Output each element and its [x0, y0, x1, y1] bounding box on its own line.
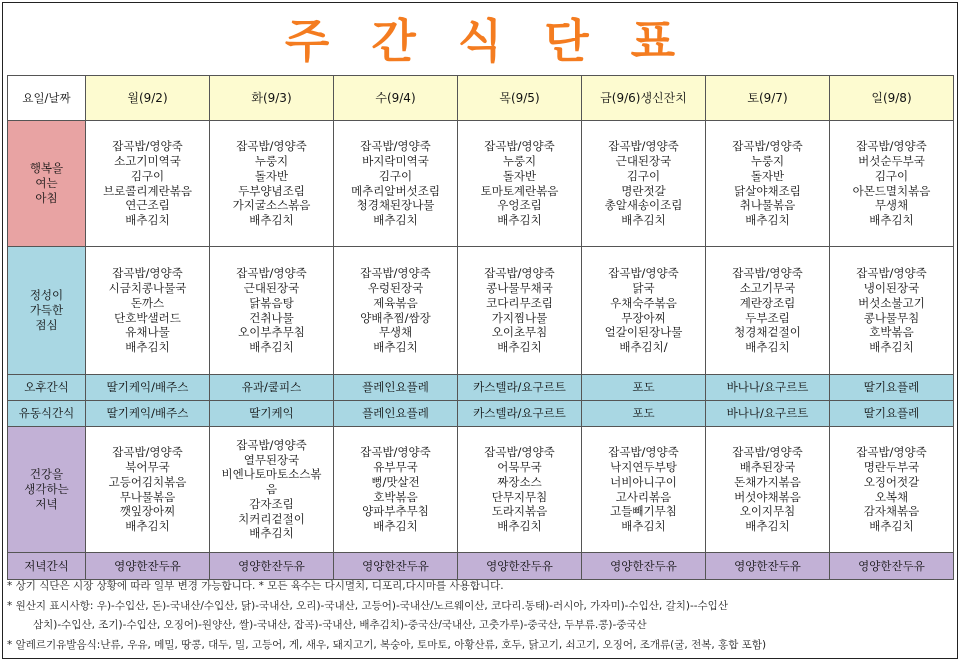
menu-item: 김구이: [130, 168, 165, 183]
menu-item: 무생채: [378, 325, 413, 340]
lunch-cell: [582, 247, 706, 375]
menu-item: 배추김치: [745, 519, 790, 534]
breakfast-cell: [582, 121, 706, 247]
menu-item: 잡곡밥/영양죽: [360, 139, 431, 154]
menu-item: 김구이: [378, 168, 413, 183]
menu-item: 유채나물: [125, 325, 170, 340]
menu-item: 무나물볶음: [119, 489, 176, 504]
menu-item: 배추김치: [249, 213, 294, 228]
menu-item: 배추김치: [373, 340, 418, 355]
menu-item: 돈채가지볶음: [734, 474, 801, 489]
breakfast-cell: [458, 121, 582, 247]
afternoon-snack-cell: 포도: [582, 375, 706, 401]
afternoon-snack-row: [8, 375, 954, 401]
footnotes: [7, 577, 953, 655]
dinner-cell: [334, 427, 458, 553]
menu-item: 오징어젓갈: [863, 474, 920, 489]
menu-item: 토마토계란볶음: [480, 183, 559, 198]
menu-item: 브로콜리계란볶음: [103, 183, 192, 198]
menu-item: 배추김치: [869, 519, 914, 534]
menu-item: 아몬드멸치볶음: [852, 183, 931, 198]
menu-item: 돌자반: [502, 168, 537, 183]
dinner-cell: [86, 427, 210, 553]
menu-item: 잡곡밥/영양죽: [608, 139, 679, 154]
menu-item: 잡곡밥/영양죽: [856, 266, 927, 281]
lunch-cell: [830, 247, 954, 375]
menu-item: 메추리알버섯조림: [351, 183, 440, 198]
soft-snack-cell: 바나나/요구르트: [706, 401, 830, 427]
evening-snack-row: [8, 553, 954, 580]
menu-item: 배추김치: [745, 340, 790, 355]
menu-item: 근대된장국: [615, 153, 672, 168]
menu-item: 유부무국: [373, 459, 418, 474]
menu-item: 음: [265, 482, 278, 497]
lunch-cell: [86, 247, 210, 375]
afternoon-snack-cell: 카스텔라/요구르트: [458, 375, 582, 401]
menu-item: 명란젓갈: [621, 183, 666, 198]
menu-item: 잡곡밥/영양죽: [732, 266, 803, 281]
menu-item: 어묵무국: [497, 459, 542, 474]
dinner-cell: [458, 427, 582, 553]
menu-item: 호박볶음: [869, 325, 914, 340]
menu-item: 버섯소불고기: [858, 295, 925, 310]
breakfast-cell: [86, 121, 210, 247]
menu-item: 치커리겉절이: [238, 511, 305, 526]
menu-item: 돌자반: [750, 168, 785, 183]
soft-snack-cell: 포도: [582, 401, 706, 427]
menu-item: 배추김치: [621, 519, 666, 534]
menu-item: 잡곡밥/영양죽: [112, 139, 183, 154]
menu-item: 잡곡밥/영양죽: [360, 445, 431, 460]
menu-item: 고등어김치볶음: [108, 474, 187, 489]
breakfast-cell: [334, 121, 458, 247]
menu-item: 호박볶음: [373, 489, 418, 504]
evening-snack-label: 저녁간식: [8, 553, 86, 580]
menu-item: 돌자반: [254, 168, 289, 183]
menu-item: 닭살야채조림: [734, 183, 801, 198]
menu-item: 버섯순두부국: [858, 153, 925, 168]
menu-item: 잡곡밥/영양죽: [360, 266, 431, 281]
soft-snack-cell: 플레인요플레: [334, 401, 458, 427]
menu-item: 소고기미역국: [114, 153, 181, 168]
menu-item: 두부조림: [745, 310, 790, 325]
menu-item: 낙지연두부탕: [610, 459, 677, 474]
menu-item: 고들빼기무침: [610, 504, 677, 519]
afternoon-snack-cell: 딸기케익/배주스: [86, 375, 210, 401]
menu-item: 잡곡밥/영양죽: [856, 445, 927, 460]
lunch-row: [8, 247, 954, 375]
menu-item: 잡곡밥/영양죽: [608, 445, 679, 460]
menu-item: 감자조림: [249, 496, 294, 511]
soft-snack-cell: 딸기케익/배주스: [86, 401, 210, 427]
menu-item: 우렁된장국: [367, 280, 424, 295]
menu-item: 배추김치: [745, 213, 790, 228]
menu-item: 잡곡밥/영양죽: [484, 445, 555, 460]
menu-item: 배추김치: [497, 340, 542, 355]
day-header: 금(9/6)생신잔치: [582, 76, 706, 121]
menu-item: 우엉조림: [497, 198, 542, 213]
menu-item: 배추김치: [497, 213, 542, 228]
afternoon-snack-cell: 유과/쿨피스: [210, 375, 334, 401]
menu-item: 닭국: [632, 280, 655, 295]
menu-item: 잡곡밥/영양죽: [236, 139, 307, 154]
menu-item: 두부양념조림: [238, 183, 305, 198]
menu-item: 우채숙주볶음: [610, 295, 677, 310]
menu-item: 배추김치/: [619, 340, 668, 355]
lunch-cell: [706, 247, 830, 375]
menu-item: 바지락미역국: [362, 153, 429, 168]
menu-item: 뻥/맛살전: [371, 474, 420, 489]
dinner-cell: [706, 427, 830, 553]
evening-snack-cell: 영양한잔두유: [458, 553, 582, 580]
breakfast-row: [8, 121, 954, 247]
menu-item: 잡곡밥/영양죽: [236, 437, 307, 452]
menu-item: 배추김치: [373, 519, 418, 534]
menu-item: 북어무국: [125, 459, 170, 474]
soft-snack-row: [8, 401, 954, 427]
day-header: 수(9/4): [334, 76, 458, 121]
menu-item: 잡곡밥/영양죽: [484, 139, 555, 154]
menu-item: 오이초무침: [491, 325, 548, 340]
menu-item: 잡곡밥/영양죽: [236, 266, 307, 281]
menu-item: 잡곡밥/영양죽: [732, 139, 803, 154]
menu-item: 청경채겉절이: [734, 325, 801, 340]
day-header: 일(9/8): [830, 76, 954, 121]
menu-item: 잡곡밥/영양죽: [732, 445, 803, 460]
lunch-cell: [334, 247, 458, 375]
breakfast-cell: [210, 121, 334, 247]
menu-item: 얼갈이된장나물: [604, 325, 683, 340]
menu-item: 계란장조림: [739, 295, 796, 310]
menu-item: 가지굴소스볶음: [232, 198, 311, 213]
evening-snack-cell: 영양한잔두유: [86, 553, 210, 580]
menu-item: 누룽지: [750, 153, 785, 168]
day-header: 토(9/7): [706, 76, 830, 121]
day-header: 화(9/3): [210, 76, 334, 121]
menu-item: 김구이: [626, 168, 661, 183]
lunch-label: 정성이 가득한 점심: [8, 247, 86, 375]
note-line: * 상기 식단은 시장 상황에 따라 일부 변경 가능합니다. * 모든 육수는 다시멸치, 디포리,다시마를 사용합니다.: [7, 580, 504, 592]
menu-item: 배추김치: [497, 519, 542, 534]
menu-item: 콩나물무침: [863, 310, 920, 325]
menu-item: 도라지볶음: [491, 504, 548, 519]
afternoon-snack-cell: 바나나/요구르트: [706, 375, 830, 401]
weekly-menu-sheet: [2, 2, 958, 659]
menu-item: 배추김치: [249, 340, 294, 355]
menu-item: 코다리무조림: [486, 295, 553, 310]
menu-item: 소고기무국: [739, 280, 796, 295]
menu-item: 오이부추무침: [238, 325, 305, 340]
lunch-cell: [458, 247, 582, 375]
note-line: * 알레르기유발음식:난류, 우유, 메밀, 땅콩, 대두, 밀, 고등어, 게, 새우, 돼지고기, 복숭아, 토마토, 아황산류, 호두, 닭고기, 쇠고기, 오징어, 조개류(굴, 전복, 홍합 포함): [7, 638, 767, 651]
menu-item: 배추김치: [125, 213, 170, 228]
menu-item: 열무된장국: [243, 452, 300, 467]
day-header: 목(9/5): [458, 76, 582, 121]
day-header: 월(9/2): [86, 76, 210, 121]
menu-item: 양배추찜/쌈장: [360, 310, 431, 325]
menu-item: 배추김치: [373, 213, 418, 228]
afternoon-snack-label: 오후간식: [8, 375, 86, 401]
soft-snack-cell: 딸기요플레: [830, 401, 954, 427]
menu-item: 근대된장국: [243, 280, 300, 295]
menu-item: 배추김치: [621, 213, 666, 228]
breakfast-label: 행복을 여는 아침: [8, 121, 86, 247]
menu-item: 배추김치: [125, 340, 170, 355]
menu-item: 비엔나토마토소스볶: [221, 467, 322, 482]
note-line: * 원산지 표시사항: 우)-수입산, 돈)-국내산/수입산, 닭)-국내산, 오리)-국내산, 고등어)-국내산/노르웨이산, 코다리.동태)-러시아, 가자미)-수입산, 갈치)--수입산: [7, 599, 728, 612]
lunch-cell: [210, 247, 334, 375]
menu-item: 잡곡밥/영양죽: [112, 445, 183, 460]
evening-snack-cell: 영양한잔두유: [582, 553, 706, 580]
menu-item: 냉이된장국: [863, 280, 920, 295]
menu-item: 잡곡밥/영양죽: [856, 139, 927, 154]
menu-item: 총알새송이조림: [604, 198, 683, 213]
menu-item: 돈까스: [130, 295, 165, 310]
soft-snack-cell: 카스텔라/요구르트: [458, 401, 582, 427]
menu-item: 연근조림: [125, 198, 170, 213]
soft-snack-cell: 딸기케익: [210, 401, 334, 427]
menu-item: 양파부추무침: [362, 504, 429, 519]
breakfast-cell: [706, 121, 830, 247]
dinner-label: 건강을 생각하는 저녁: [8, 427, 86, 553]
evening-snack-cell: 영양한잔두유: [334, 553, 458, 580]
afternoon-snack-cell: 플레인요플레: [334, 375, 458, 401]
page-title: [3, 3, 957, 73]
menu-item: 단무지무침: [491, 489, 548, 504]
menu-item: 고사리볶음: [615, 489, 672, 504]
menu-item: 배추김치: [125, 519, 170, 534]
evening-snack-cell: 영양한잔두유: [830, 553, 954, 580]
menu-item: 잡곡밥/영양죽: [608, 266, 679, 281]
menu-item: 가지찜나물: [491, 310, 548, 325]
menu-item: 배추김치: [249, 526, 294, 541]
menu-item: 무장아찌: [621, 310, 666, 325]
menu-item: 건취나물: [249, 310, 294, 325]
menu-item: 오복채: [874, 489, 909, 504]
evening-snack-cell: 영양한잔두유: [210, 553, 334, 580]
menu-item: 깻잎장아찌: [119, 504, 176, 519]
menu-item: 버섯야채볶음: [734, 489, 801, 504]
menu-item: 단호박샐러드: [114, 310, 181, 325]
evening-snack-cell: 영양한잔두유: [706, 553, 830, 580]
menu-item: 누룽지: [502, 153, 537, 168]
menu-item: 닭볶음탕: [249, 295, 294, 310]
menu-item: 오이지무침: [739, 504, 796, 519]
menu-item: 명란두부국: [863, 459, 920, 474]
menu-item: 잡곡밥/영양죽: [112, 266, 183, 281]
dinner-row: [8, 427, 954, 553]
menu-item: 제육볶음: [373, 295, 418, 310]
menu-item: 배추김치: [869, 340, 914, 355]
menu-item: 감자채볶음: [863, 504, 920, 519]
dinner-cell: [582, 427, 706, 553]
breakfast-cell: [830, 121, 954, 247]
dinner-cell: [210, 427, 334, 553]
menu-item: 배추된장국: [739, 459, 796, 474]
menu-item: 무생채: [874, 198, 909, 213]
menu-item: 짜장소스: [497, 474, 542, 489]
menu-item: 콩나물무채국: [486, 280, 553, 295]
note-line: 삼치)-수입산, 조기)-수입산, 오징어)-원양산, 쌀)-국내산, 잡곡)-국내산, 배추김치)-중국산/국내산, 고춧가루)-중국산, 두부류.콩)-중국산: [33, 619, 647, 631]
menu-item: 청경채된장나물: [356, 198, 435, 213]
afternoon-snack-cell: 딸기요플레: [830, 375, 954, 401]
dinner-cell: [830, 427, 954, 553]
menu-item: 김구이: [874, 168, 909, 183]
menu-item: 너비아니구이: [610, 474, 677, 489]
header-corner: 요일/날짜: [8, 76, 86, 121]
menu-item: 잡곡밥/영양죽: [484, 266, 555, 281]
menu-table: [7, 75, 954, 580]
header-row: [8, 76, 954, 121]
menu-item: 시금치콩나물국: [108, 280, 187, 295]
menu-item: 배추김치: [869, 213, 914, 228]
menu-item: 누룽지: [254, 153, 289, 168]
menu-item: 취나물볶음: [739, 198, 796, 213]
soft-snack-label: 유동식간식: [8, 401, 86, 427]
title-text: 주간식단표: [284, 14, 718, 68]
